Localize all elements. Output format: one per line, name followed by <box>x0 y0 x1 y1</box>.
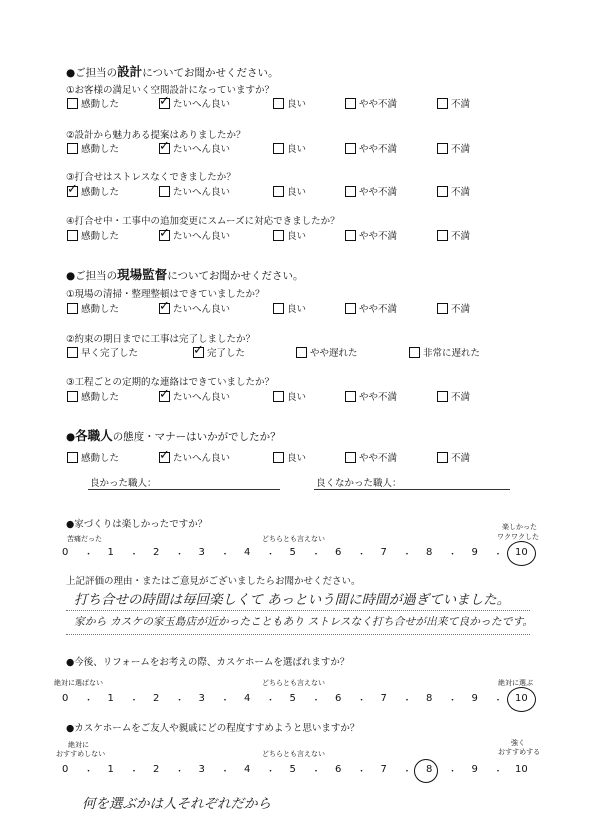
option-slightly-dissatisfied[interactable] <box>345 389 397 403</box>
checkbox[interactable] <box>409 347 420 358</box>
scale-separator: ・ <box>175 696 185 706</box>
option-label: 感動した <box>81 144 120 155</box>
option-label: 良い <box>287 231 307 242</box>
checkbox[interactable] <box>67 391 78 402</box>
checkbox-checked[interactable] <box>159 391 170 402</box>
scale-number-2[interactable]: 2 <box>153 547 160 558</box>
designer-q4-options <box>67 228 567 242</box>
option-label: やや不満 <box>359 99 398 110</box>
option-dissatisfied[interactable] <box>437 450 470 464</box>
option-label: 感動した <box>81 453 120 464</box>
checkbox[interactable] <box>437 452 448 463</box>
recommend-question: ●カスケホームをご友人や親戚にどの程度すすめようと思いますか？ <box>66 723 360 734</box>
scale-number-0[interactable]: 0 <box>62 693 69 704</box>
option-very-good[interactable] <box>159 228 230 242</box>
supervisor-q1-options <box>67 301 567 315</box>
reason-label: 上記評価の理由・またはご意見がございましたらお聞かせください。 <box>66 576 361 587</box>
scale-separator: ・ <box>84 696 94 706</box>
designer-q1-options <box>67 96 567 110</box>
craftsmen-title-pre: ● <box>66 431 76 443</box>
option-impressed[interactable] <box>67 141 119 155</box>
checkbox[interactable] <box>273 98 284 109</box>
checkbox[interactable] <box>345 186 356 197</box>
supervisor-title-bold: 現場監督 <box>117 267 168 282</box>
scale-separator: ・ <box>220 550 230 560</box>
supervisor-q2-options <box>67 345 567 359</box>
option-label: たいへん良い <box>173 453 231 464</box>
option-label: やや不満 <box>359 304 398 315</box>
scale-separator: ・ <box>402 696 412 706</box>
recommend-left-label-1: 絶対に <box>68 741 89 749</box>
option-label: 不満 <box>451 304 471 315</box>
scale-separator: ・ <box>402 767 412 777</box>
option-slightly-dissatisfied[interactable] <box>345 96 397 110</box>
checkbox-checked[interactable] <box>159 230 170 241</box>
scale-number-2[interactable]: 2 <box>153 764 160 775</box>
recommend-right-label-2: おすすめする <box>498 748 541 756</box>
scale-number-4[interactable]: 4 <box>244 693 251 704</box>
option-slightly-dissatisfied[interactable] <box>345 450 397 464</box>
designer-title-post: についてお聞かせください。 <box>142 67 279 79</box>
enjoyment-right-label-2: ワクワクした <box>497 533 539 541</box>
scale-number-0[interactable]: 0 <box>62 764 69 775</box>
checkbox-checked[interactable] <box>159 452 170 463</box>
scale-number-9[interactable]: 9 <box>471 764 478 775</box>
scale-separator: ・ <box>220 767 230 777</box>
option-label: 感動した <box>81 231 120 242</box>
scale-separator: ・ <box>448 767 458 777</box>
option-slightly-dissatisfied[interactable] <box>345 301 397 315</box>
scale-number-8[interactable]: 8 <box>426 547 433 558</box>
enjoyment-question: ●家づくりは楽しかったですか？ <box>66 519 208 530</box>
option-label: 不満 <box>451 453 471 464</box>
checkbox[interactable] <box>345 230 356 241</box>
bad-craftsman-line <box>314 489 510 490</box>
option-very-good[interactable] <box>159 96 230 110</box>
option-label: たいへん良い <box>173 99 231 110</box>
option-very-late[interactable] <box>409 345 480 359</box>
checkbox[interactable] <box>273 186 284 197</box>
designer-title-pre: ●ご担当の <box>66 67 118 79</box>
option-label: 不満 <box>451 187 471 198</box>
scale-number-4[interactable]: 4 <box>244 547 251 558</box>
scale-separator: ・ <box>129 696 139 706</box>
comment-line-1: 打ち合せの時間は毎回楽しくて あっという間に時間が過ぎていました。 <box>74 592 511 608</box>
scale-number-1[interactable]: 1 <box>107 547 114 558</box>
scale-separator: ・ <box>357 767 367 777</box>
option-label: やや不満 <box>359 144 398 155</box>
option-impressed[interactable] <box>67 450 119 464</box>
scale-number-8[interactable]: 8 <box>426 764 433 775</box>
checkbox[interactable] <box>345 303 356 314</box>
good-craftsman-label: 良かった職人： <box>90 478 157 489</box>
designer-q1: ①お客様の満足いく空間設計になっていますか？ <box>66 85 275 96</box>
checkbox-checked[interactable] <box>159 98 170 109</box>
recommend-selected-circle <box>414 759 438 783</box>
checkbox[interactable] <box>67 452 78 463</box>
option-label: たいへん良い <box>173 187 231 198</box>
supervisor-title-pre: ●ご担当の <box>66 270 118 282</box>
scale-separator: ・ <box>175 550 185 560</box>
scale-separator: ・ <box>266 550 276 560</box>
option-label: やや不満 <box>359 392 398 403</box>
supervisor-q2: ②約束の期日までに工事は完了しましたか？ <box>66 334 256 345</box>
enjoyment-left-label: 苦痛だった <box>67 535 102 543</box>
scale-separator: ・ <box>357 550 367 560</box>
scale-number-6[interactable]: 6 <box>335 764 342 775</box>
scale-number-7[interactable]: 7 <box>380 693 387 704</box>
scale-number-3[interactable]: 3 <box>198 547 205 558</box>
enjoyment-mid-label: どちらとも言えない <box>262 535 325 543</box>
scale-separator: ・ <box>357 696 367 706</box>
checkbox-checked[interactable] <box>159 303 170 314</box>
scale-number-5[interactable]: 5 <box>289 764 296 775</box>
scale-separator: ・ <box>493 696 503 706</box>
checkbox[interactable] <box>67 347 78 358</box>
checkbox[interactable] <box>67 98 78 109</box>
option-slightly-dissatisfied[interactable] <box>345 228 397 242</box>
checkbox-checked[interactable] <box>193 347 204 358</box>
option-label: 良い <box>287 144 307 155</box>
checkbox[interactable] <box>437 186 448 197</box>
option-label: 不満 <box>451 144 471 155</box>
scale-separator: ・ <box>448 696 458 706</box>
designer-q2: ②設計から魅力ある提案はありましたか？ <box>66 130 246 141</box>
checkbox[interactable] <box>437 98 448 109</box>
craftsmen-options <box>67 450 567 464</box>
scale-number-6[interactable]: 6 <box>335 693 342 704</box>
good-craftsman-line <box>88 489 280 490</box>
option-label: 完了した <box>207 348 246 359</box>
designer-section-title <box>66 62 278 80</box>
supervisor-section-title <box>66 265 303 283</box>
designer-q3: ③打合せはストレスなくできましたか？ <box>66 172 236 183</box>
option-good[interactable] <box>273 96 306 110</box>
checkbox[interactable] <box>345 391 356 402</box>
option-label: 感動した <box>81 304 120 315</box>
scale-separator: ・ <box>311 767 321 777</box>
recommend-right-label-1: 強く <box>511 739 525 747</box>
option-good[interactable] <box>273 141 306 155</box>
option-very-good[interactable] <box>159 301 230 315</box>
scale-number-0[interactable]: 0 <box>62 547 69 558</box>
option-good[interactable] <box>273 184 306 198</box>
scale-separator: ・ <box>493 550 503 560</box>
option-label: やや不満 <box>359 231 398 242</box>
checkbox[interactable] <box>345 143 356 154</box>
scale-separator: ・ <box>266 767 276 777</box>
supervisor-title-post: についてお聞かせください。 <box>167 270 304 282</box>
option-early[interactable] <box>67 345 138 359</box>
scale-separator: ・ <box>311 696 321 706</box>
checkbox[interactable] <box>345 452 356 463</box>
craftsmen-section-title <box>66 426 281 444</box>
designer-title-bold: 設計 <box>117 64 143 79</box>
craftsmen-title-post: の態度・マナーはいかがでしたか？ <box>112 431 281 443</box>
scale-separator: ・ <box>266 696 276 706</box>
scale-number-3[interactable]: 3 <box>198 764 205 775</box>
option-label: 良い <box>287 453 307 464</box>
scale-number-9[interactable]: 9 <box>471 547 478 558</box>
scale-separator: ・ <box>129 550 139 560</box>
option-slightly-late[interactable] <box>296 345 358 359</box>
scale-separator: ・ <box>493 767 503 777</box>
recommend-left-label-2: おすすめしない <box>56 750 106 758</box>
option-label: たいへん良い <box>173 392 231 403</box>
scale-separator: ・ <box>129 767 139 777</box>
checkbox[interactable] <box>159 186 170 197</box>
supervisor-q3-options <box>67 389 567 403</box>
scale-number-10[interactable]: 10 <box>515 693 528 704</box>
option-impressed[interactable] <box>67 96 119 110</box>
scale-number-6[interactable]: 6 <box>335 547 342 558</box>
comment-dotline-2 <box>66 634 530 635</box>
scale-separator: ・ <box>84 767 94 777</box>
recommend-comment: 何を選ぶかは人それぞれだから <box>82 796 271 812</box>
checkbox[interactable] <box>273 230 284 241</box>
option-good[interactable] <box>273 228 306 242</box>
checkbox[interactable] <box>437 303 448 314</box>
scale-number-10[interactable]: 10 <box>515 547 528 558</box>
option-very-good[interactable] <box>159 389 230 403</box>
option-label: やや不満 <box>359 187 398 198</box>
checkbox[interactable] <box>67 230 78 241</box>
option-label: やや不満 <box>359 453 398 464</box>
reform-question: ●今後、リフォームをお考えの際、カスケホームを選ばれますか？ <box>66 657 350 668</box>
scale-separator: ・ <box>402 550 412 560</box>
checkbox[interactable] <box>437 230 448 241</box>
enjoyment-right-label-1: 楽しかった <box>502 523 537 531</box>
option-label: 良い <box>287 304 307 315</box>
scale-number-4[interactable]: 4 <box>244 764 251 775</box>
option-dissatisfied[interactable] <box>437 141 470 155</box>
option-completed[interactable] <box>193 345 245 359</box>
option-dissatisfied[interactable] <box>437 184 470 198</box>
reform-selected-circle <box>507 687 536 712</box>
checkbox[interactable] <box>437 143 448 154</box>
checkbox-checked[interactable] <box>67 186 78 197</box>
scale-number-1[interactable]: 1 <box>107 693 114 704</box>
option-dissatisfied[interactable] <box>437 228 470 242</box>
option-dissatisfied[interactable] <box>437 389 470 403</box>
option-impressed[interactable] <box>67 389 119 403</box>
option-dissatisfied[interactable] <box>437 96 470 110</box>
option-label: 感動した <box>81 187 120 198</box>
comment-line-2: 家から カスケの家玉島店が近かったこともあり ストレスなく打ち合せが出来て良かったです。 <box>74 615 534 628</box>
reform-scale <box>62 693 532 709</box>
checkbox[interactable] <box>437 391 448 402</box>
designer-q4: ④打合せ中・工事中の追加変更にスムーズに対応できましたか？ <box>66 216 340 227</box>
enjoyment-selected-circle <box>507 541 536 566</box>
checkbox[interactable] <box>273 391 284 402</box>
option-good[interactable] <box>273 389 306 403</box>
reform-right-label: 絶対に選ぶ <box>498 679 533 687</box>
checkbox[interactable] <box>273 303 284 314</box>
enjoyment-scale <box>62 547 532 563</box>
checkbox-checked[interactable] <box>159 143 170 154</box>
option-label: やや遅れた <box>310 348 358 359</box>
scale-number-3[interactable]: 3 <box>198 693 205 704</box>
scale-number-7[interactable]: 7 <box>380 547 387 558</box>
scale-separator: ・ <box>311 550 321 560</box>
option-dissatisfied[interactable] <box>437 301 470 315</box>
option-label: 感動した <box>81 392 120 403</box>
option-impressed[interactable] <box>67 184 119 198</box>
scale-number-7[interactable]: 7 <box>380 764 387 775</box>
scale-separator: ・ <box>448 550 458 560</box>
scale-separator: ・ <box>84 550 94 560</box>
option-label: 早く完了した <box>81 348 139 359</box>
scale-separator: ・ <box>175 767 185 777</box>
option-label: 不満 <box>451 99 471 110</box>
option-label: たいへん良い <box>173 231 231 242</box>
recommend-mid-label: どちらとも言えない <box>262 750 325 758</box>
option-slightly-dissatisfied[interactable] <box>345 184 397 198</box>
scale-number-5[interactable]: 5 <box>289 693 296 704</box>
option-good[interactable] <box>273 450 306 464</box>
option-very-good[interactable] <box>159 141 230 155</box>
checkbox[interactable] <box>67 143 78 154</box>
scale-number-9[interactable]: 9 <box>471 693 478 704</box>
comment-dotline-1 <box>66 610 530 611</box>
scale-number-5[interactable]: 5 <box>289 547 296 558</box>
option-impressed[interactable] <box>67 228 119 242</box>
scale-separator: ・ <box>220 696 230 706</box>
supervisor-q3: ③工程ごとの定期的な連絡はできていましたか？ <box>66 377 275 388</box>
option-slightly-dissatisfied[interactable] <box>345 141 397 155</box>
scale-number-10[interactable]: 10 <box>515 764 528 775</box>
designer-q2-options <box>67 141 567 155</box>
option-good[interactable] <box>273 301 306 315</box>
supervisor-q1: ①現場の清掃・整理整頓はできていましたか？ <box>66 289 265 300</box>
option-label: 不満 <box>451 231 471 242</box>
scale-number-1[interactable]: 1 <box>107 764 114 775</box>
designer-q3-options <box>67 184 567 198</box>
craftsmen-title-bold: 各職人 <box>75 428 113 443</box>
option-label: たいへん良い <box>173 304 231 315</box>
option-label: 非常に遅れた <box>423 348 481 359</box>
option-very-good[interactable] <box>159 184 230 198</box>
option-label: 感動した <box>81 99 120 110</box>
option-very-good[interactable] <box>159 450 230 464</box>
recommend-scale <box>62 764 532 780</box>
bad-craftsman-label: 良くなかった職人： <box>316 478 402 489</box>
checkbox[interactable] <box>67 303 78 314</box>
checkbox[interactable] <box>345 98 356 109</box>
scale-number-2[interactable]: 2 <box>153 693 160 704</box>
checkbox[interactable] <box>296 347 307 358</box>
option-label: 不満 <box>451 392 471 403</box>
option-impressed[interactable] <box>67 301 119 315</box>
reform-mid-label: どちらとも言えない <box>262 679 325 687</box>
option-label: 良い <box>287 99 307 110</box>
reform-left-label: 絶対に選ばない <box>54 679 103 687</box>
option-label: たいへん良い <box>173 144 231 155</box>
option-label: 良い <box>287 187 307 198</box>
checkbox[interactable] <box>273 143 284 154</box>
checkbox[interactable] <box>273 452 284 463</box>
option-label: 良い <box>287 392 307 403</box>
scale-number-8[interactable]: 8 <box>426 693 433 704</box>
